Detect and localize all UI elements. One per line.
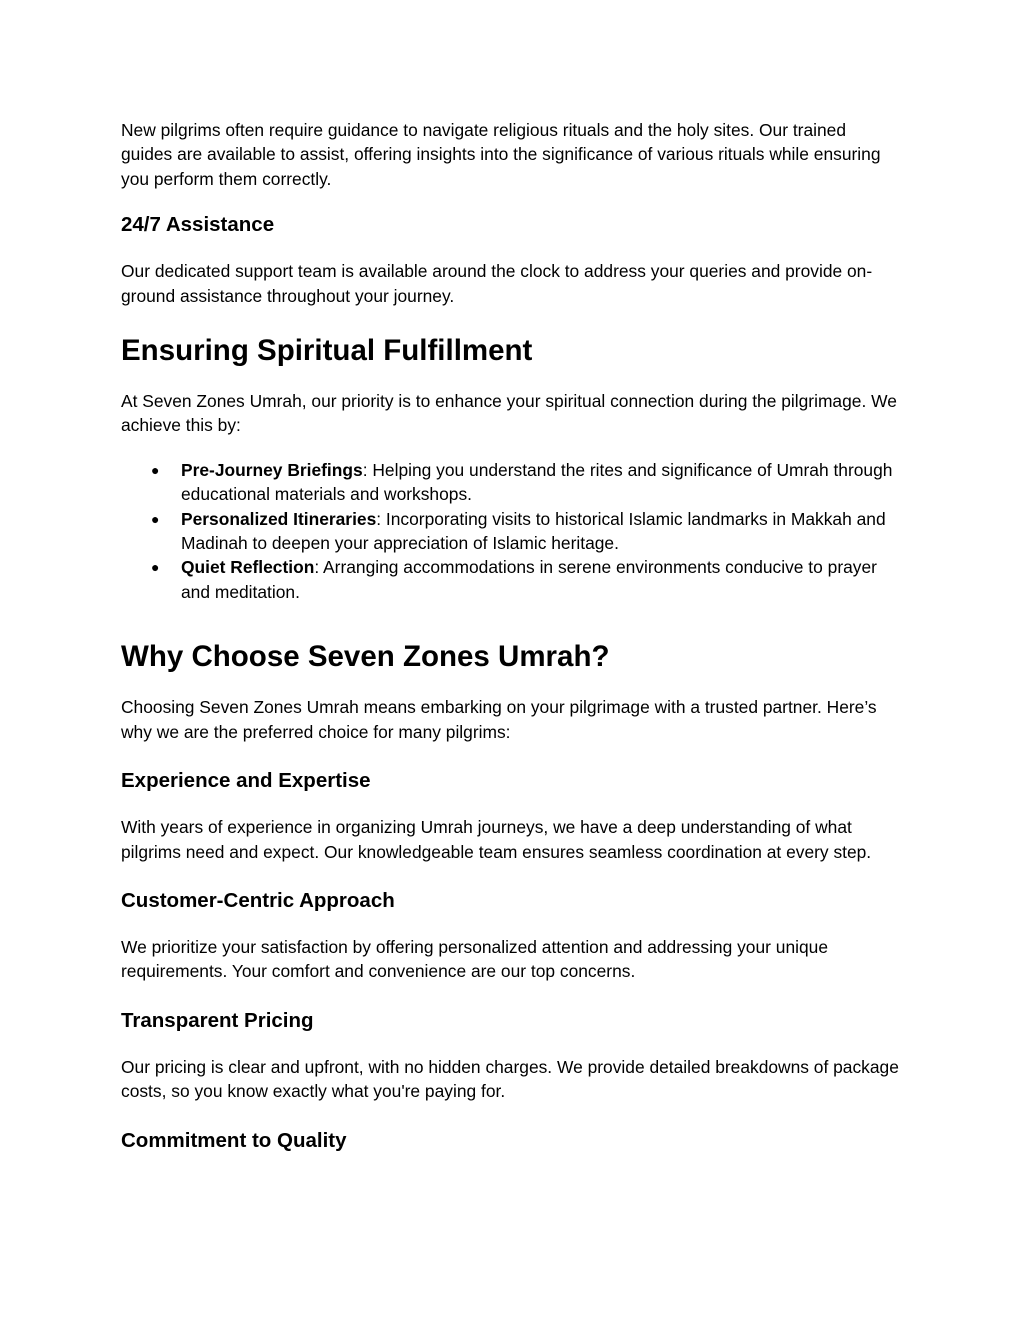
quality-heading: Commitment to Quality [121, 1128, 347, 1152]
list-item [121, 555, 901, 604]
pricing-paragraph: Our pricing is clear and upfront, with no hidden charges. We provide detailed breakdowns of package costs, so you know exactly what you're paying for. [121, 1056, 899, 1102]
assistance-heading: 24/7 Assistance [121, 213, 275, 237]
experience-heading: Experience and Expertise [121, 769, 371, 793]
intro-paragraph: New pilgrims often require guidance to navigate religious rituals and the holy sites. Our trained guides are available to assist, offering insights into the significance of various rituals while ensuring you perform them correctly. [121, 120, 881, 189]
spiritual-heading: Ensuring Spiritual Fulfillment [121, 334, 533, 368]
document-page [121, 118, 901, 1154]
list-item [121, 507, 901, 556]
bullet-bold-label: Quiet Reflection [181, 557, 315, 578]
bullet-bold-label: Personalized Itineraries [181, 508, 377, 529]
bullet-bold-label: Pre-Journey Briefings [181, 459, 363, 480]
why-heading: Why Choose Seven Zones Umrah? [121, 640, 610, 674]
bullet-icon: ● [151, 461, 160, 478]
spiritual-bullet-list [121, 458, 901, 604]
pricing-heading: Transparent Pricing [121, 1008, 314, 1032]
bullet-icon: ● [151, 510, 160, 527]
experience-paragraph: With years of experience in organizing Umrah journeys, we have a deep understanding of what pilgrims need and expect. Our knowledgeable team ensures seamless coordination at every step. [121, 817, 872, 862]
list-item [121, 458, 901, 507]
bullet-icon: ● [151, 559, 160, 576]
bullet-text: : Arranging accommodations in serene environments conducive to prayer and meditation. [181, 557, 877, 602]
assistance-paragraph: Our dedicated support team is available around the clock to address your queries and provide on-ground assistance throughout your journey. [121, 261, 873, 306]
spiritual-paragraph: At Seven Zones Umrah, our priority is to enhance your spiritual connection during the pilgrimage. We achieve this by: [121, 391, 897, 436]
bullet-text: : Incorporating visits to historical Islamic landmarks in Makkah and Madinah to deepen your appreciation of Islamic heritage. [181, 508, 886, 554]
bullet-text: : Helping you understand the rites and significance of Umrah through educational materials and workshops. [181, 459, 893, 505]
customer-paragraph: We prioritize your satisfaction by offering personalized attention and addressing your unique requirements. Your comfort and convenience are our top concerns. [121, 936, 828, 982]
why-paragraph: Choosing Seven Zones Umrah means embarking on your pilgrimage with a trusted partner. Here’s why we are the preferred choice for many pilgrims: [121, 697, 877, 742]
customer-heading: Customer-Centric Approach [121, 888, 395, 912]
